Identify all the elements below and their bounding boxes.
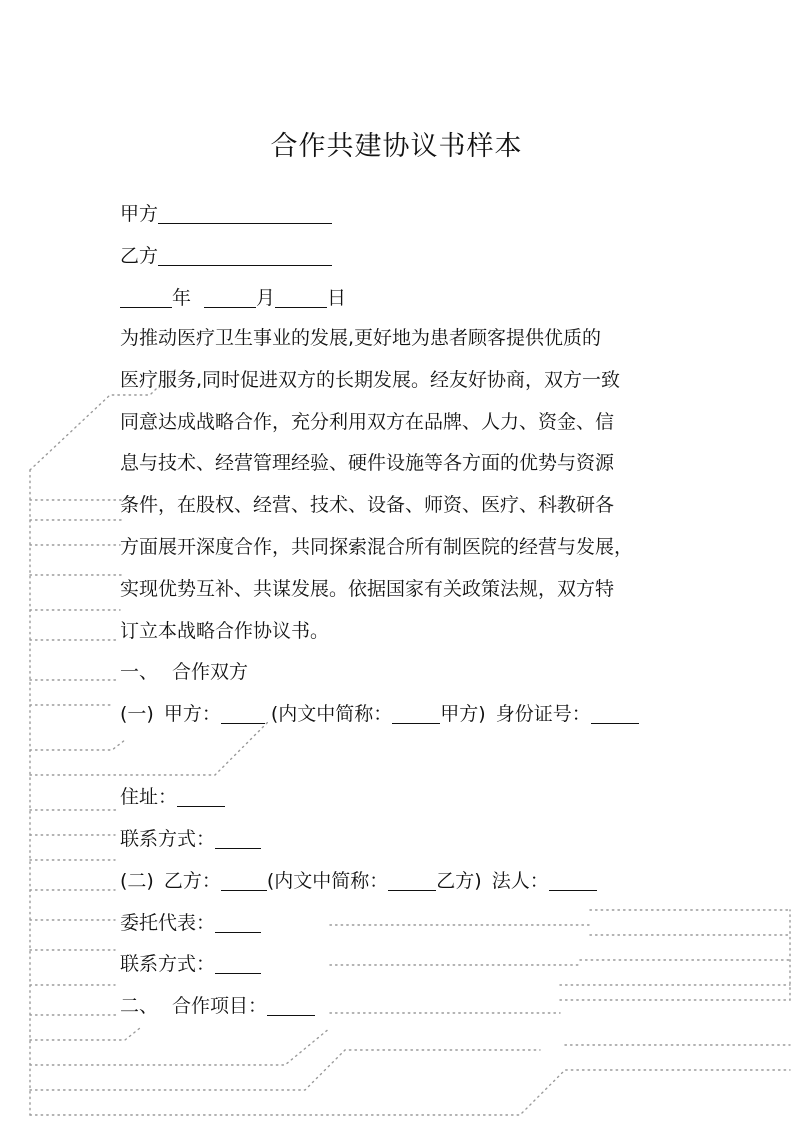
party-b-contact-line xyxy=(120,952,261,976)
day-label: 日 xyxy=(327,287,347,309)
section-2-number: 二、 xyxy=(120,995,159,1017)
party-b-agent-label: 委托代表： xyxy=(120,912,216,934)
party-b-legal-label: 法人： xyxy=(491,870,549,892)
party-b-header-line xyxy=(120,244,332,268)
party-a-contact-label: 联系方式： xyxy=(120,828,216,850)
section-1-heading xyxy=(120,660,248,684)
party-b-agent-blank xyxy=(215,912,261,933)
section-2-heading xyxy=(120,994,315,1018)
party-b-blank xyxy=(158,245,332,266)
month-label: 月 xyxy=(256,287,276,309)
party-b-legal-blank xyxy=(549,870,597,891)
section-1-number: 一、 xyxy=(120,661,159,683)
party-a-id-label: 身份证号： xyxy=(495,703,591,725)
section-2-title: 合作项目： xyxy=(172,995,268,1017)
intro-line: 为推动医疗卫生事业的发展,更好地为患者顾客提供优质的 xyxy=(120,327,602,349)
party-a-detail-line xyxy=(120,702,639,726)
party-a-alias-close: 甲方) xyxy=(440,703,486,725)
intro-line: 订立本战略合作协议书。 xyxy=(120,620,330,642)
party-b-number: (二) xyxy=(120,870,154,892)
party-a-address-label: 住址： xyxy=(120,786,178,808)
intro-line: 医疗服务,同时促进双方的长期发展。经友好协商，双方一致 xyxy=(120,369,621,391)
year-blank xyxy=(120,287,172,308)
party-b-alias-open: (内文中简称： xyxy=(266,870,389,892)
party-a-header-line xyxy=(120,202,332,226)
party-b-name-blank xyxy=(221,870,267,891)
party-a-header-label: 甲方 xyxy=(120,203,159,225)
party-a-alias-blank xyxy=(392,703,440,724)
party-a-label: 甲方： xyxy=(163,703,221,725)
document-title: 合作共建协议书样本 xyxy=(270,131,523,162)
party-a-name-blank xyxy=(221,703,265,724)
party-b-contact-label: 联系方式： xyxy=(120,953,216,975)
intro-line: 方面展开深度合作，共同探索混合所有制医院的经营与发展， xyxy=(120,536,634,558)
party-b-label: 乙方： xyxy=(163,870,221,892)
intro-line: 同意达成战略合作，充分利用双方在品牌、人力、资金、信 xyxy=(120,411,615,433)
intro-line: 条件，在股权、经营、技术、设备、师资、医疗、科教研各 xyxy=(120,494,615,516)
intro-line: 息与技术、经营管理经验、硬件设施等各方面的优势与资源 xyxy=(120,452,615,474)
month-blank xyxy=(204,287,256,308)
party-b-alias-blank xyxy=(388,870,436,891)
section-1-title: 合作双方 xyxy=(172,661,249,683)
party-b-detail-line xyxy=(120,869,597,893)
year-label: 年 xyxy=(172,287,192,309)
party-a-blank xyxy=(158,203,332,224)
party-a-contact-blank xyxy=(215,828,261,849)
party-a-address-line xyxy=(120,785,225,809)
party-b-header-label: 乙方 xyxy=(120,245,159,267)
party-a-number: (一) xyxy=(120,703,154,725)
day-blank xyxy=(275,287,327,308)
section-2-blank xyxy=(267,995,315,1016)
party-b-contact-blank xyxy=(215,953,261,974)
intro-line: 实现优势互补、共谋发展。依据国家有关政策法规，双方特 xyxy=(120,578,615,600)
party-a-contact-line xyxy=(120,827,261,851)
party-a-alias-open: (内文中简称： xyxy=(270,703,393,725)
party-b-agent-line xyxy=(120,911,261,935)
party-a-id-blank xyxy=(591,703,639,724)
party-b-alias-close: 乙方) xyxy=(436,870,482,892)
party-a-address-blank xyxy=(177,786,225,807)
date-line xyxy=(120,286,346,310)
